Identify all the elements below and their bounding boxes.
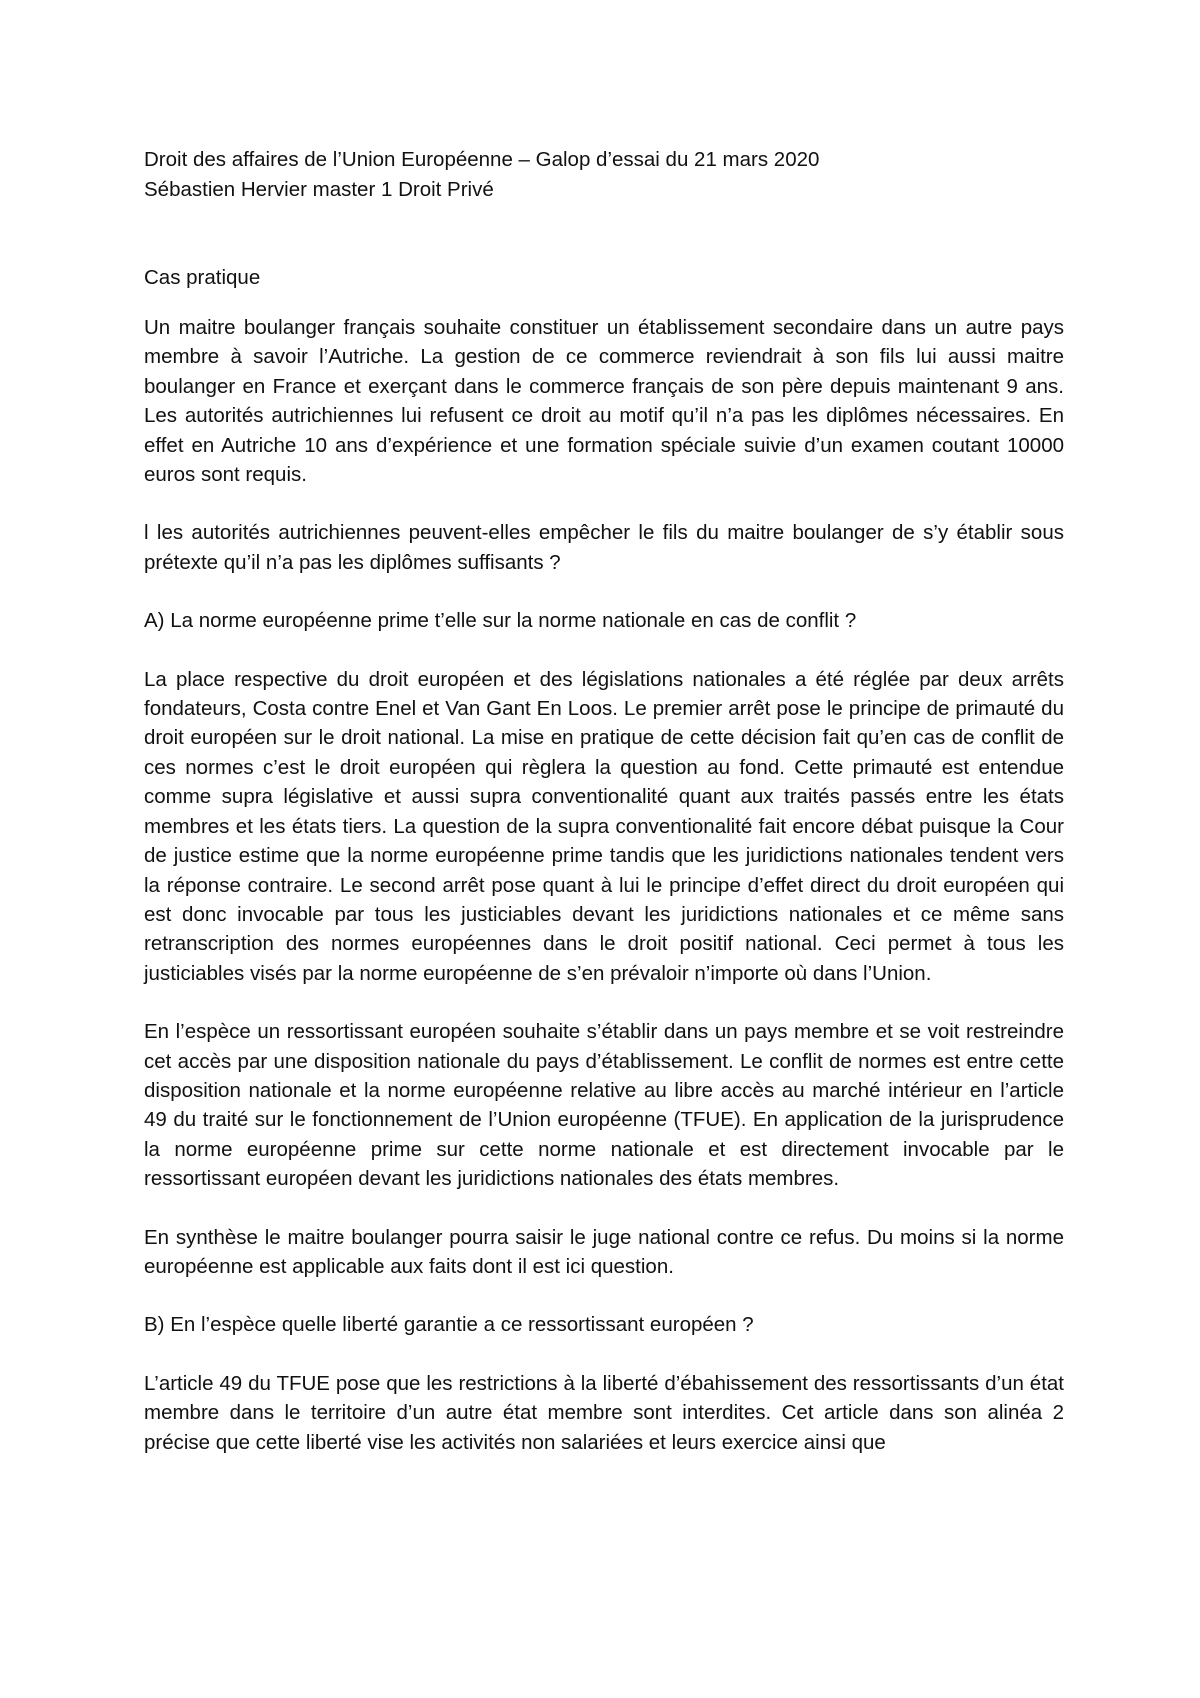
spacer: [144, 1281, 1064, 1310]
spacer: [144, 489, 1064, 518]
section-title: Cas pratique: [144, 266, 261, 289]
paragraph-primacy: La place respective du droit européen et des législations nationales a été réglée par deux arrêts fondateurs, Costa contre Enel et Van Gant En Loos. Le premier arrêt pose le principe de primauté du droit européen sur le droit national. La mise en pratique de cette décision fait qu’en cas de conflit de ces normes c’est le droit européen qui règlera la question au fond. Cette primauté est entendue comme supra législative et aussi supra conventionalité quant aux traités passés entre les états membres et les états tiers. La question de la supra conventionalité fait encore débat puisque la Cour de justice estime que la norme européenne prime tandis que les juridictions nationales tendent vers la réponse contraire. Le second arrêt pose quant à lui le principe d’effet direct du droit européen qui est donc invocable par tous les justiciables devant les juridictions nationales et ce même sans retranscription des normes européennes dans le droit positif national. Ceci permet à tous les justiciables visés par la norme européenne de s’en prévaloir n’importe où dans l’Union.: [144, 667, 1064, 985]
document-page: [144, 145, 1064, 1457]
spacer: [144, 577, 1064, 606]
paragraph-article-49: L’article 49 du TFUE pose que les restrictions à la liberté d’ébahissement des ressortissants d’un état membre dans le territoire d’un autre état membre sont interdites. Cet article dans son alinéa 2 précise que cette liberté vise les activités non salariées et leurs exercice ainsi que: [144, 1371, 1064, 1454]
spacer: [144, 1340, 1064, 1369]
spacer: [144, 293, 1064, 313]
paragraph-facts: Un maitre boulanger français souhaite constituer un établissement secondaire dans un autre pays membre à savoir l’Autriche. La gestion de ce commerce reviendrait à son fils lui aussi maitre boulanger en France et exerçant dans le commerce français de son père depuis maintenant 9 ans. Les autorités autrichiennes lui refusent ce droit au motif qu’il n’a pas les diplômes nécessaires. En effet en Autriche 10 ans d’expérience et une formation spéciale suivie d’un examen coutant 10000 euros sont requis.: [144, 316, 1064, 487]
heading-part-b: B) En l’espèce quelle liberté garantie a ce ressortissant européen ?: [144, 1313, 754, 1337]
author-line: Sébastien Hervier master 1 Droit Privé: [144, 178, 494, 201]
paragraph-application: En l’espèce un ressortissant européen souhaite s’établir dans un pays membre et se voit restreindre cet accès par une disposition nationale du pays d’établissement. Le conflit de normes est entre cette disposition nationale et la norme européenne relative au libre accès au marché intérieur en l’article 49 du traité sur le fonctionnement de l’Union européenne (TFUE). En application de la jurisprudence la norme européenne prime sur cette norme nationale et est directement invocable par le ressortissant européen devant les juridictions nationales des états membres.: [144, 1020, 1064, 1191]
spacer: [144, 988, 1064, 1017]
spacer: [144, 205, 1064, 263]
document-title: Droit des affaires de l’Union Européenne – Galop d’essai du 21 mars 2020: [144, 148, 820, 171]
spacer: [144, 1194, 1064, 1223]
paragraph-synthesis: En synthèse le maitre boulanger pourra saisir le juge national contre ce refus. Du moins si la norme européenne est applicable aux faits dont il est ici question.: [144, 1225, 1064, 1278]
spacer: [144, 636, 1064, 665]
heading-part-a: A) La norme européenne prime t’elle sur la norme nationale en cas de conflit ?: [144, 609, 857, 633]
paragraph-problem: l les autorités autrichiennes peuvent-elles empêcher le fils du maitre boulanger de s’y établir sous prétexte qu’il n’a pas les diplômes suffisants ?: [144, 521, 1064, 574]
